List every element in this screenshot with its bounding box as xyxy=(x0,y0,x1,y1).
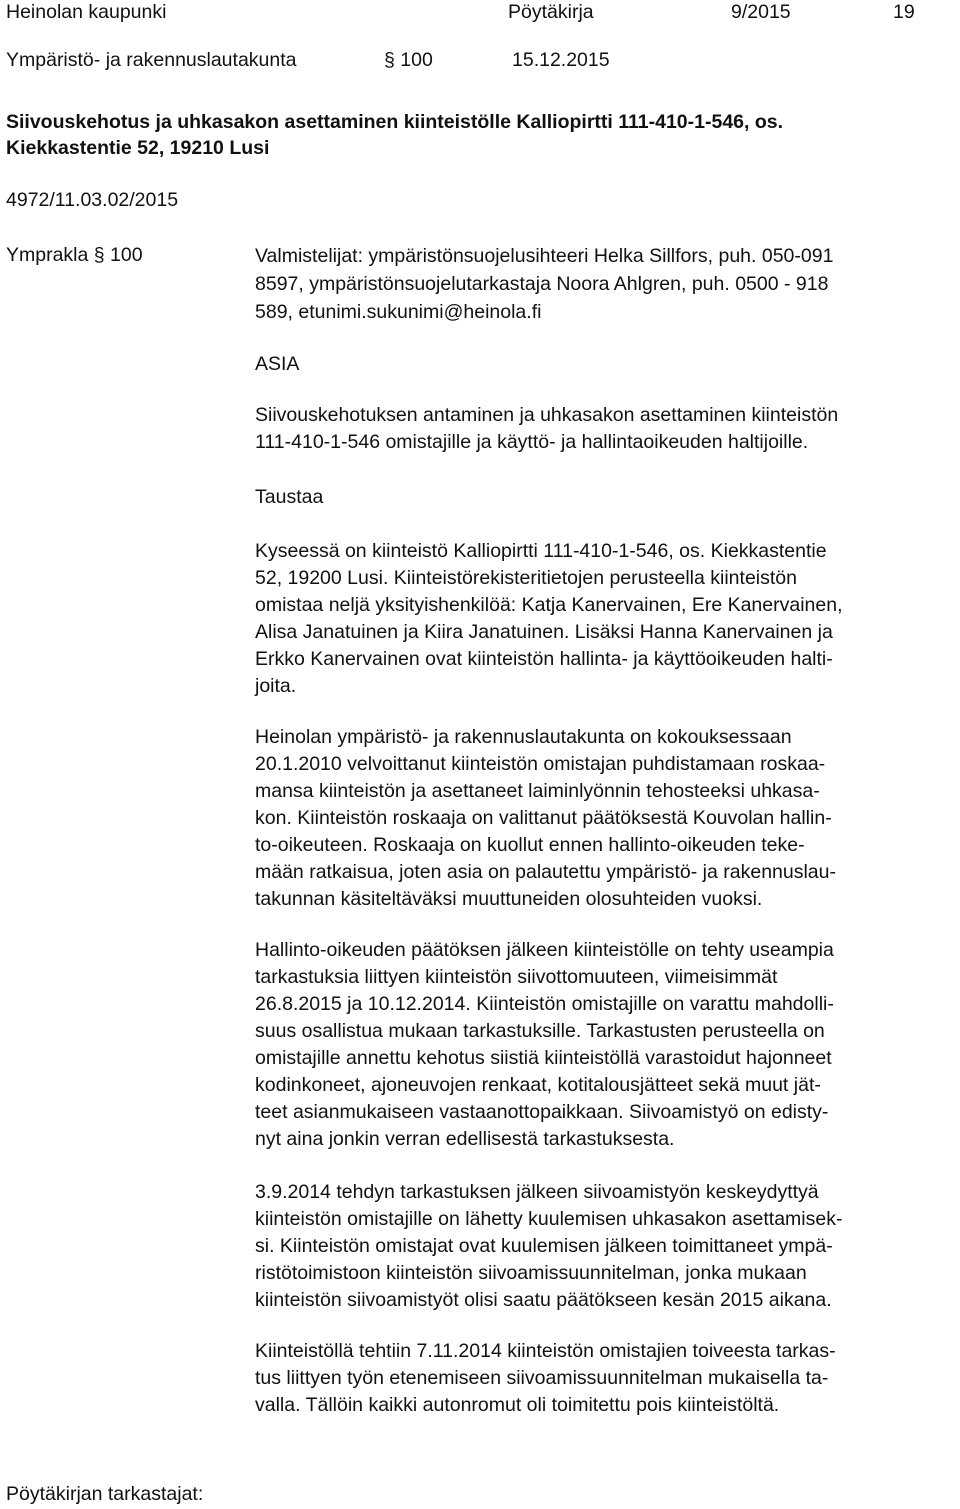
asia-heading: ASIA xyxy=(255,353,300,375)
text-line: Hallinto-oikeuden päätöksen jälkeen kiinteistölle on tehty useampia xyxy=(255,939,834,961)
text-line: ristötoimistoon kiinteistön siivoamissuunnitelman, jonka mukaan xyxy=(255,1262,807,1284)
paragraph-3 xyxy=(255,937,834,1153)
text-line: valla. Tällöin kaikki autonromut oli toimitettu pois kiinteistöltä. xyxy=(255,1394,780,1416)
taustaa-heading: Taustaa xyxy=(255,486,324,508)
asia-text xyxy=(255,402,838,456)
text-line: joita. xyxy=(255,675,297,697)
text-line: kiinteistön omistajille on lähetty kuulemisen uhkasakon asettamisek- xyxy=(255,1208,843,1230)
text-line: takunnan käsiteltäväksi muuttuneiden olosuhteiden vuoksi. xyxy=(255,888,763,910)
text-line: nyt aina jonkin verran edellisestä tarkastuksesta. xyxy=(255,1128,675,1150)
text-line: Kyseessä on kiinteistö Kalliopirtti 111-410-1-546, os. Kiekkastentie xyxy=(255,540,827,562)
text-line: omistaa neljä yksityishenkilöä: Katja Kanervainen, Ere Kanervainen, xyxy=(255,594,843,616)
text-line: kodinkoneet, ajoneuvojen renkaat, kotitalousjätteet sekä muut jät- xyxy=(255,1074,821,1096)
text-line: teet asianmukaiseen vastaanottopaikkaan. Siivoamistyö on edisty- xyxy=(255,1101,829,1123)
text-line: to-oikeuteen. Roskaaja on kuollut ennen hallinto-oikeuden teke- xyxy=(255,834,805,856)
text-line: 3.9.2014 tehdyn tarkastuksen jälkeen siivoamistyön keskeydyttyä xyxy=(255,1181,819,1203)
text-line: tarkastuksia liittyen kiinteistön siivottomuuteen, viimeisimmät xyxy=(255,966,778,988)
text-line: tus liittyen työn etenemiseen siivoamissuunnitelman mukaisella ta- xyxy=(255,1367,829,1389)
preparers-line: 589, etunimi.sukunimi@heinola.fi xyxy=(255,301,542,323)
committee-name: Ympäristö- ja rakennuslautakunta xyxy=(6,49,297,71)
text-line: kon. Kiinteistön roskaaja on valittanut päätöksestä Kouvolan hallin- xyxy=(255,807,832,829)
preparers-line: 8597, ympäristönsuojelutarkastaja Noora Ahlgren, puh. 0500 - 918 xyxy=(255,273,829,295)
text-line: Siivouskehotuksen antaminen ja uhkasakon asettaminen kiinteistön xyxy=(255,404,839,426)
paragraph-4 xyxy=(255,1179,842,1314)
text-line: mään ratkaisua, joten asia on palautettu ympäristö- ja rakennuslau- xyxy=(255,861,836,883)
meeting-date: 15.12.2015 xyxy=(512,49,610,71)
text-line: mansa kiinteistön ja asettaneet laiminlyönnin tehosteeksi uhkasa- xyxy=(255,780,820,802)
text-line: kiinteistön siivoamistyöt olisi saatu päätökseen kesän 2015 aikana. xyxy=(255,1289,832,1311)
text-line: 26.8.2015 ja 10.12.2014. Kiinteistön omistajille on varattu mahdolli- xyxy=(255,993,834,1015)
document-title-line-1: Siivouskehotus ja uhkasakon asettaminen kiinteistölle Kalliopirtti 111-410-1-546, os. xyxy=(6,111,784,133)
document-number: 9/2015 xyxy=(731,1,791,23)
page-number: 19 xyxy=(893,1,915,23)
text-line: suus osallistua mukaan tarkastuksille. Tarkastusten perusteella on xyxy=(255,1020,825,1042)
document-type: Pöytäkirja xyxy=(508,1,594,23)
section-number: § 100 xyxy=(384,49,433,71)
text-line: Kiinteistöllä tehtiin 7.11.2014 kiinteistön omistajien toiveesta tarkas- xyxy=(255,1340,836,1362)
paragraph-2 xyxy=(255,724,836,913)
text-line: Alisa Janatuinen ja Kiira Janatuinen. Lisäksi Hanna Kanervainen ja xyxy=(255,621,833,643)
paragraph-1 xyxy=(255,538,843,700)
text-line: si. Kiinteistön omistajat ovat kuulemisen jälkeen toimittaneet ympä- xyxy=(255,1235,833,1257)
text-line: Erkko Kanervainen ovat kiinteistön hallinta- ja käyttöoikeuden halti- xyxy=(255,648,833,670)
record-number: 4972/11.03.02/2015 xyxy=(6,189,179,211)
document-title-line-2: Kiekkastentie 52, 19210 Lusi xyxy=(6,137,270,159)
text-line: 111-410-1-546 omistajille ja käyttö- ja hallintaoikeuden haltijoille. xyxy=(255,431,809,453)
text-line: Heinolan ympäristö- ja rakennuslautakunta on kokouksessaan xyxy=(255,726,792,748)
text-line: 52, 19200 Lusi. Kiinteistörekisteritietojen perusteella kiinteistön xyxy=(255,567,797,589)
text-line: 20.1.2010 velvoittanut kiinteistön omistajan puhdistamaan roskaa- xyxy=(255,753,826,775)
minutes-reviewers-label: Pöytäkirjan tarkastajat: xyxy=(6,1483,204,1505)
text-line: omistajille annettu kehotus siistiä kiinteistöllä varastoidut hajonneet xyxy=(255,1047,832,1069)
preparers-block xyxy=(255,242,833,326)
preparers-line: Valmistelijat: ympäristönsuojelusihteeri Helka Sillfors, puh. 050-091 xyxy=(255,245,834,267)
section-label: Ymprakla § 100 xyxy=(6,244,143,266)
organization-name: Heinolan kaupunki xyxy=(6,1,167,23)
paragraph-5 xyxy=(255,1338,836,1419)
